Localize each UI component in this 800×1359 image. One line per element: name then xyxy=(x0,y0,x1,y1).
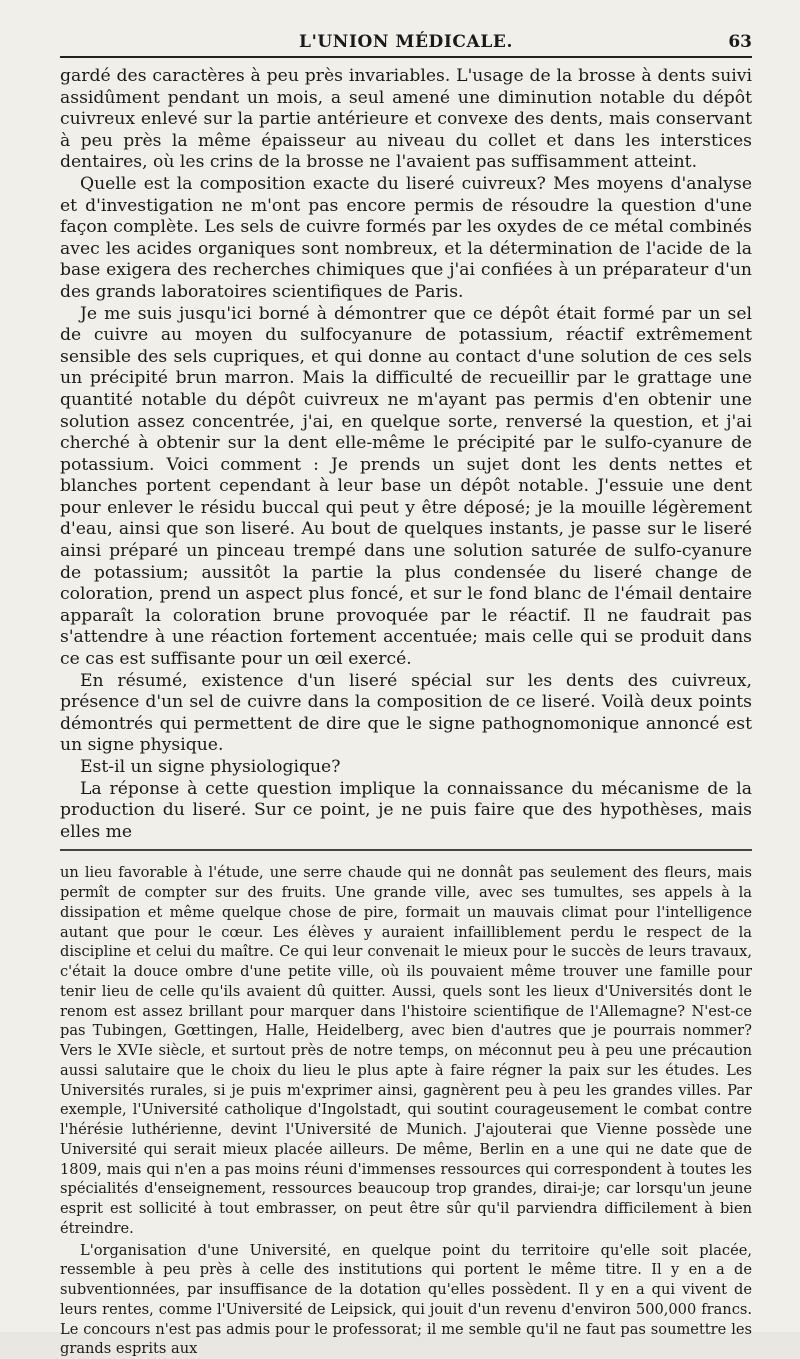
footnote-paragraph: L'organisation d'une Université, en quelque point du territoire qu'elle soit placée, ressemble à peu près à celle des institutions qui portent le même titre. Il y en a de subventionnées, par insuffisance de la dotation qu'elles possèdent. Il y en a qui vivent de leurs rentes, comme l'Université de Leipsick, qui jouit d'un revenu d'environ 500,000 francs. Le concours n'est pas admis pour le professorat; il me semble qu'il ne faut pas soumettre les grands esprits aux xyxy=(60,1241,752,1358)
footnote-separator xyxy=(60,849,752,851)
footnote-paragraph: un lieu favorable à l'étude, une serre chaude qui ne donnât pas seulement des fleurs, mais permît de compter sur des fruits. Une grande ville, avec ses tumultes, ses appels à la dissipation et même quelque chose de pire, formait un mauvais climat pour l'intelligence autant que pour le cœur. Les élèves y auraient infailliblement perdu le respect de la discipline et celui du maître. Ce qui leur convenait le mieux pour le succès de leurs travaux, c'était la douce ombre d'une petite ville, où ils pouvaient même trouver une famille pour tenir lieu de celle qu'ils avaient dû quitter. Aussi, quels sont les lieux d'Universités dont le renom est assez brillant pour marquer dans l'histoire scientifique de l'Allemagne? N'est-ce pas Tubingen, Gœttingen, Halle, Heidelberg, avec bien d'autres que je pourrais nommer? Vers le XVIe siècle, et surtout près de notre temps, on méconnut peu à peu une précaution aussi salutaire que le choix du lieu le plus apte à faire régner la paix sur les études. Les Universités rurales, si je puis m'exprimer ainsi, gagnèrent peu à peu les grandes villes. Par exemple, l'Université catholique d'Ingolstadt, qui soutint courageusement le combat contre l'hérésie luthérienne, devint l'Université de Munich. J'ajouterai que Vienne possède une Université qui serait mieux placée ailleurs. De même, Berlin en a une qui ne date que de 1809, mais qui n'en a pas moins réuni d'immenses ressources qui correspondent à toutes les spécialités d'enseignement, ressources beaucoup trop grandes, dirai-je; car lorsqu'un jeune esprit est sollicité à tout embrasser, on peut être sûr qu'il parviendra difficilement à bien étreindre. xyxy=(60,864,752,1237)
running-head xyxy=(60,22,752,56)
paragraph: gardé des caractères à peu près invariables. L'usage de la brosse à dents suivi assidûment pendant un mois, a seul amené une diminution notable du dépôt cuivreux enlevé sur la partie antérieure et convexe des dents, mais conservant à peu près la même épaisseur au niveau du collet et dans les interstices dentaires, où les crins de la brosse ne l'avaient pas suffisamment atteint. xyxy=(60,66,752,173)
paragraph: Est-il un signe physiologique? xyxy=(80,757,341,777)
page-number: 63 xyxy=(728,32,752,52)
paragraph: Je me suis jusqu'ici borné à démontrer que ce dépôt était formé par un sel de cuivre au moyen du sulfocyanure de potassium, réactif extrêmement sensible des sels cupriques, et qui donne au contact d'une solution de ces sels un précipité brun marron. Mais la difficulté de recueillir par le grattage une quantité notable du dépôt cuivreux ne m'ayant pas permis d'en obtenir une solution assez concentrée, j'ai, en quelque sorte, renversé la question, et j'ai cherché à obtenir sur la dent elle-même le précipité par le sulfo-cyanure de potassium. Voici comment : Je prends un sujet dont les dents nettes et blanches portent cependant à leur base un dépôt notable. J'essuie une dent pour enlever le résidu buccal qui peut y être déposé; je la mouille légèrement d'eau, ainsi que son liseré. Au bout de quelques instants, je passe sur le liseré ainsi préparé un pinceau trempé dans une solution saturée de sulfo-cyanure de potassium; aussitôt la partie la plus condensée du liseré change de coloration, prend un aspect plus foncé, et sur le fond blanc de l'émail dentaire apparaît la coloration brune provoquée par le réactif. Il ne faudrait pas s'attendre à une réaction fortement accentuée; mais celle qui se produit dans ce cas est suffisante pour un œil exercé. xyxy=(60,303,752,670)
main-text xyxy=(60,66,752,843)
paragraph: Quelle est la composition exacte du liseré cuivreux? Mes moyens d'analyse et d'investigation ne m'ont pas encore permis de résoudre la question d'une façon complète. Les sels de cuivre formés par les oxydes de ce métal combinés avec les acides organiques sont nombreux, et la détermination de l'acide de la base exigera des recherches chimiques que j'ai confiées à un préparateur d'un des grands laboratoires scientifiques de Paris. xyxy=(60,173,752,302)
footnote xyxy=(60,863,752,1359)
paragraph: En résumé, existence d'un liseré spécial sur les dents des cuivreux, présence d'un sel de cuivre dans la composition de ce liseré. Voilà deux points démontrés qui permettent de dire que le signe pathognomonique annoncé est un signe physique. xyxy=(60,670,752,756)
paragraph: La réponse à cette question implique la connaissance du mécanisme de la production du liseré. Sur ce point, je ne puis faire que des hypothèses, mais elles me xyxy=(60,778,752,842)
running-title: L'UNION MÉDICALE. xyxy=(299,32,513,52)
header-rule xyxy=(60,56,752,58)
